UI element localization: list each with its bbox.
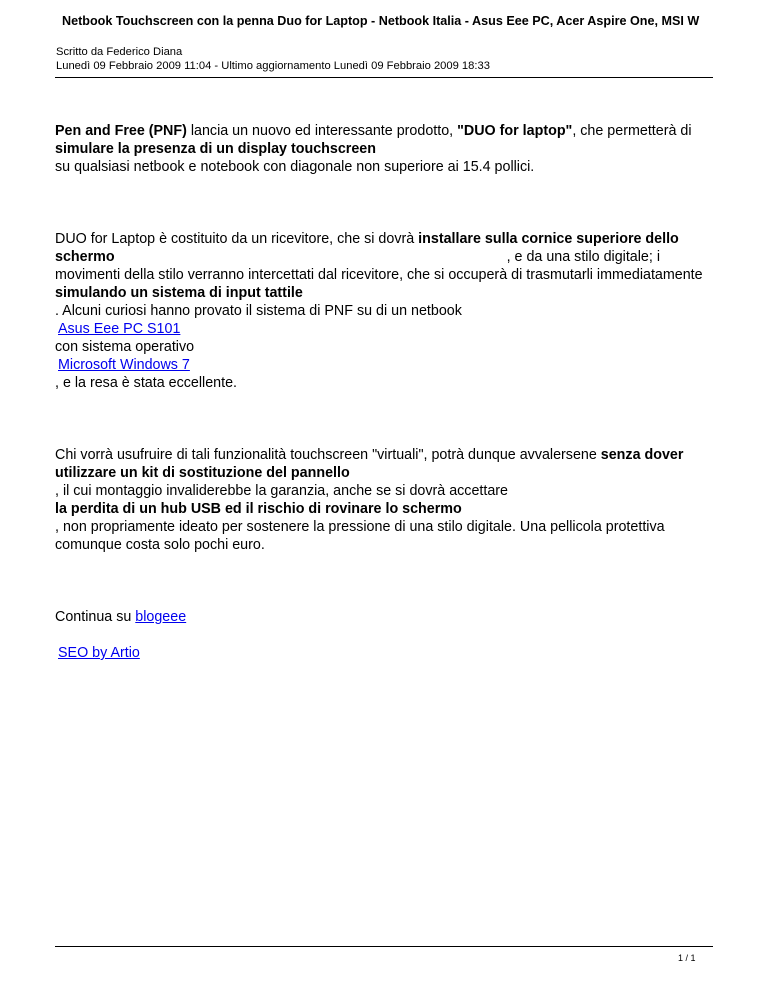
body-text: , e la resa è stata eccellente. [55,375,237,391]
header-divider [55,77,713,78]
body-text: . Alcuni curiosi hanno provato il sistema di PNF su di un netbook [55,303,462,319]
body-text: DUO for Laptop è costituito da un ricevitore, che si dovrà [55,231,419,247]
body-text: , che permetterà di [572,123,692,139]
body-text: , e da una stilo digitale; i movimenti della stilo verranno intercettati dal ricevitore, che si occuperà di trasmutarli immediatamente [55,249,703,283]
link-seo-by-artio[interactable]: SEO by Artio [58,645,140,661]
body-text: con sistema operativo [55,339,195,355]
bold-text: la perdita di un hub USB ed il rischio di rovinare lo schermo [55,501,462,517]
page-title: Netbook Touchscreen con la penna Duo for Laptop - Netbook Italia - Asus Eee PC, Acer Aspire One, MSI W [62,14,700,28]
article-body [55,122,720,662]
link-microsoft-windows-7[interactable]: Microsoft Windows 7 [58,357,190,373]
paragraph-3 [55,446,720,554]
body-text: su qualsiasi netbook e notebook con diagonale non superiore ai 15.4 pollici. [55,159,535,175]
paragraph-4 [55,608,720,662]
paragraph-1 [55,122,720,176]
body-text: , il cui montaggio invaliderebbe la garanzia, anche se si dovrà accettare [55,483,508,499]
link-blogeee[interactable]: blogeee [135,609,187,625]
bold-text: senza dover utilizzare un kit di sostituzione del pannello [55,447,684,481]
page-number: 1 / 1 [678,953,696,963]
bold-text: Pen and Free (PNF) [55,123,187,139]
bold-text: simulare la presenza di un display touchscreen [55,141,376,157]
article-meta [56,45,490,73]
body-text: Continua su [55,609,136,625]
bold-text: simulando un sistema di input tattile [55,285,303,301]
body-text: Chi vorrà usufruire di tali funzionalità touchscreen "virtuali", potrà dunque avvalersene [55,447,601,463]
date-line: Lunedì 09 Febbraio 2009 11:04 - Ultimo aggiornamento Lunedì 09 Febbraio 2009 18:33 [56,60,490,72]
author-line: Scritto da Federico Diana [56,46,183,58]
link-asus-eee-pc-s101[interactable]: Asus Eee PC S101 [58,321,181,337]
bold-text: installare sulla cornice superiore dello schermo [55,231,679,265]
footer-divider [55,946,713,947]
bold-text: "DUO for laptop" [457,123,573,139]
body-text: lancia un nuovo ed interessante prodotto, [186,123,458,139]
body-text: , non propriamente ideato per sostenere la pressione di una stilo digitale. Una pellicola protettiva comunque costa solo pochi euro. [55,519,665,553]
paragraph-2 [55,230,720,392]
